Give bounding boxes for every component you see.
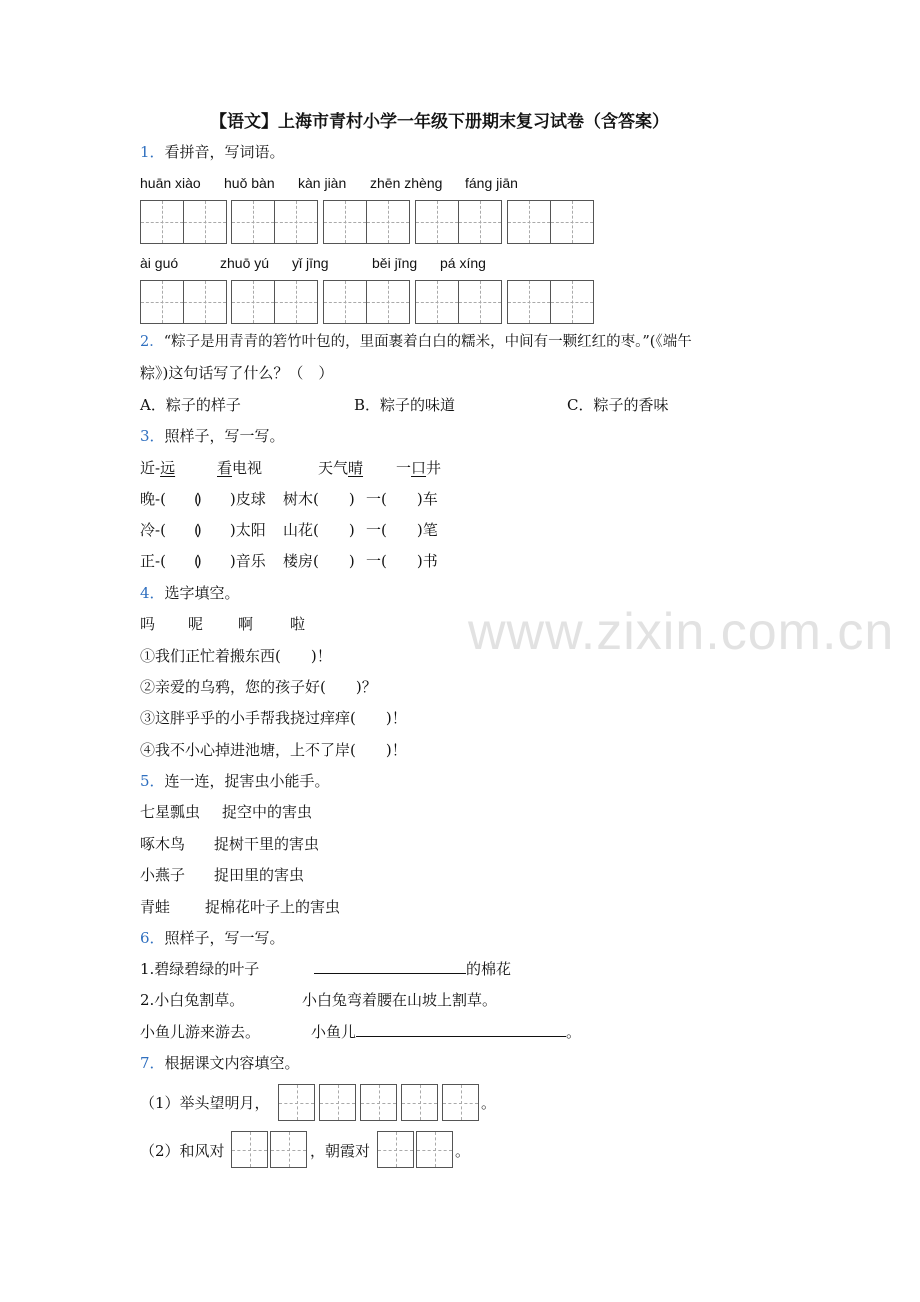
fill-blank[interactable]: 晚-( ) bbox=[140, 490, 202, 508]
pinyin-1-4: zhēn zhèng bbox=[370, 175, 443, 191]
question-5 bbox=[140, 771, 330, 791]
pinyin-2-3: yǐ jīng bbox=[292, 255, 329, 271]
example-line-1: 1.碧绿碧绿的叶子 bbox=[140, 960, 260, 978]
match-right[interactable]: 捉树干里的害虫 bbox=[214, 835, 320, 853]
match-left[interactable]: 青蛙 bbox=[140, 898, 171, 916]
example-underlined: 口 bbox=[411, 459, 427, 477]
example-underlined: 晴 bbox=[348, 459, 364, 477]
match-left[interactable]: 小燕子 bbox=[140, 866, 186, 884]
writing-grid-1-1[interactable] bbox=[140, 200, 227, 244]
question-6 bbox=[140, 928, 285, 948]
writing-grid-1-4[interactable] bbox=[415, 200, 502, 244]
example-text: 井 bbox=[426, 459, 442, 477]
question-4 bbox=[140, 583, 240, 603]
fill-blank[interactable]: ( )皮球 bbox=[194, 490, 266, 508]
answer-boxes-1[interactable] bbox=[278, 1084, 479, 1121]
fill-item[interactable]: ③这胖乎乎的小手帮我挠过痒痒( )！ bbox=[140, 709, 407, 727]
example-text: 近- bbox=[140, 459, 161, 477]
question-number: 6． bbox=[140, 929, 165, 947]
question-text: 照样子，写一写。 bbox=[164, 929, 285, 947]
fill-blank[interactable]: 冷-( ) bbox=[140, 521, 202, 539]
choice-word: 呢 bbox=[188, 615, 204, 633]
writing-grid-2-2[interactable] bbox=[231, 280, 318, 324]
answer-line-1[interactable] bbox=[314, 959, 511, 979]
option-a[interactable]: A．粽子的样子 bbox=[140, 396, 241, 414]
pinyin-2-1: ài guó bbox=[140, 255, 179, 271]
question-text: 选字填空。 bbox=[164, 584, 240, 602]
match-right[interactable]: 捉田里的害虫 bbox=[214, 866, 305, 884]
period: 。 bbox=[455, 1142, 471, 1160]
blank-underline[interactable] bbox=[314, 959, 466, 974]
answer-prefix: 小鱼儿 bbox=[311, 1023, 357, 1041]
example-subject-predicate bbox=[318, 458, 363, 478]
example-text: 天气 bbox=[318, 459, 349, 477]
writing-grid-1-5[interactable] bbox=[507, 200, 594, 244]
poem-prompt-1: （1）举头望明月， bbox=[140, 1094, 270, 1112]
fill-blank[interactable]: ( )音乐 bbox=[194, 552, 266, 570]
fill-blank[interactable]: 一( )书 bbox=[366, 552, 438, 570]
question-number: 5． bbox=[140, 772, 165, 790]
question-number: 7． bbox=[140, 1054, 165, 1072]
couplet-prompt-2: ，朝霞对 bbox=[310, 1142, 371, 1160]
choice-word: 吗 bbox=[140, 615, 156, 633]
pinyin-1-1: huān xiào bbox=[140, 175, 201, 191]
match-right[interactable]: 捉棉花叶子上的害虫 bbox=[205, 898, 341, 916]
page-title: 【语文】上海市青村小学一年级下册期末复习试卷（含答案） bbox=[210, 112, 669, 132]
question-text-line1: “粽子是用青青的箬竹叶包的，里面裹着白白的糯米，中间有一颗红红的枣。”(《端午 bbox=[163, 334, 692, 350]
match-left[interactable]: 七星瓢虫 bbox=[140, 803, 201, 821]
fill-item[interactable]: ④我不小心掉进池塘，上不了岸( )！ bbox=[140, 741, 407, 759]
fill-blank[interactable]: 山花( ) bbox=[283, 521, 355, 539]
fill-item[interactable]: ①我们正忙着搬东西( )！ bbox=[140, 647, 332, 665]
answer-suffix: 的棉花 bbox=[466, 960, 512, 978]
fill-blank[interactable]: 一( )笔 bbox=[366, 521, 438, 539]
pinyin-2-5: pá xíng bbox=[440, 255, 486, 271]
example-underlined: 远 bbox=[160, 459, 176, 477]
fill-blank[interactable]: ( )太阳 bbox=[194, 521, 266, 539]
example-antonym bbox=[140, 458, 175, 478]
answer-line-3[interactable] bbox=[311, 1022, 581, 1042]
question-number: 1． bbox=[140, 143, 165, 161]
answer-boxes-3[interactable] bbox=[377, 1131, 453, 1168]
writing-grid-2-1[interactable] bbox=[140, 280, 227, 324]
example-verb-object bbox=[217, 458, 262, 478]
question-number: 2． bbox=[140, 334, 164, 350]
blank-underline[interactable] bbox=[356, 1022, 566, 1037]
match-left[interactable]: 啄木鸟 bbox=[140, 835, 186, 853]
option-c[interactable]: C．粽子的香味 bbox=[567, 396, 669, 414]
example-line-3: 小鱼儿游来游去。 bbox=[140, 1023, 261, 1041]
pinyin-2-4: běi jīng bbox=[372, 255, 418, 271]
question-3 bbox=[140, 426, 285, 446]
pinyin-1-5: fáng jiān bbox=[465, 175, 518, 191]
period: 。 bbox=[481, 1094, 497, 1112]
writing-grid-2-5[interactable] bbox=[507, 280, 594, 324]
fill-blank[interactable]: 一( )车 bbox=[366, 490, 438, 508]
fill-blank[interactable]: 正-( ) bbox=[140, 552, 202, 570]
example-measure-word bbox=[396, 458, 441, 478]
writing-grid-2-3[interactable] bbox=[323, 280, 410, 324]
fill-item[interactable]: ②亲爱的乌鸦，您的孩子好( )？ bbox=[140, 678, 377, 696]
fill-blank[interactable]: 楼房( ) bbox=[283, 552, 355, 570]
choice-word: 啦 bbox=[290, 615, 306, 633]
writing-grid-1-3[interactable] bbox=[323, 200, 410, 244]
couplet-prompt-1: （2）和风对 bbox=[140, 1142, 225, 1160]
question-text: 看拼音，写词语。 bbox=[164, 143, 285, 161]
example-line-2-expanded: 小白兔弯着腰在山坡上割草。 bbox=[302, 991, 498, 1009]
question-2 bbox=[140, 332, 692, 352]
choice-word: 啊 bbox=[238, 615, 254, 633]
question-7 bbox=[140, 1053, 300, 1073]
example-text: 电视 bbox=[232, 459, 263, 477]
pinyin-2-2: zhuō yú bbox=[220, 255, 270, 271]
answer-suffix: 。 bbox=[566, 1023, 582, 1041]
question-text: 连一连，捉害虫小能手。 bbox=[164, 772, 330, 790]
question-number: 4． bbox=[140, 584, 165, 602]
question-text: 照样子，写一写。 bbox=[164, 427, 285, 445]
writing-grid-1-2[interactable] bbox=[231, 200, 318, 244]
example-underlined: 看 bbox=[217, 459, 233, 477]
question-1 bbox=[140, 142, 285, 162]
question-text: 根据课文内容填空。 bbox=[164, 1054, 300, 1072]
question-2-line2: 粽》)这句话写了什么？（ ） bbox=[140, 364, 334, 382]
example-text: 一 bbox=[396, 459, 412, 477]
writing-grid-2-4[interactable] bbox=[415, 280, 502, 324]
fill-blank[interactable]: 树木( ) bbox=[283, 490, 355, 508]
watermark: www.zixin.com.cn bbox=[468, 603, 895, 661]
pinyin-1-2: huǒ bàn bbox=[224, 175, 275, 191]
option-b[interactable]: B．粽子的味道 bbox=[354, 396, 456, 414]
pinyin-1-3: kàn jiàn bbox=[298, 175, 347, 191]
question-number: 3． bbox=[140, 427, 165, 445]
example-line-2: 2.小白兔割草。 bbox=[140, 991, 245, 1009]
match-right[interactable]: 捉空中的害虫 bbox=[222, 803, 313, 821]
answer-boxes-2[interactable] bbox=[231, 1131, 307, 1168]
